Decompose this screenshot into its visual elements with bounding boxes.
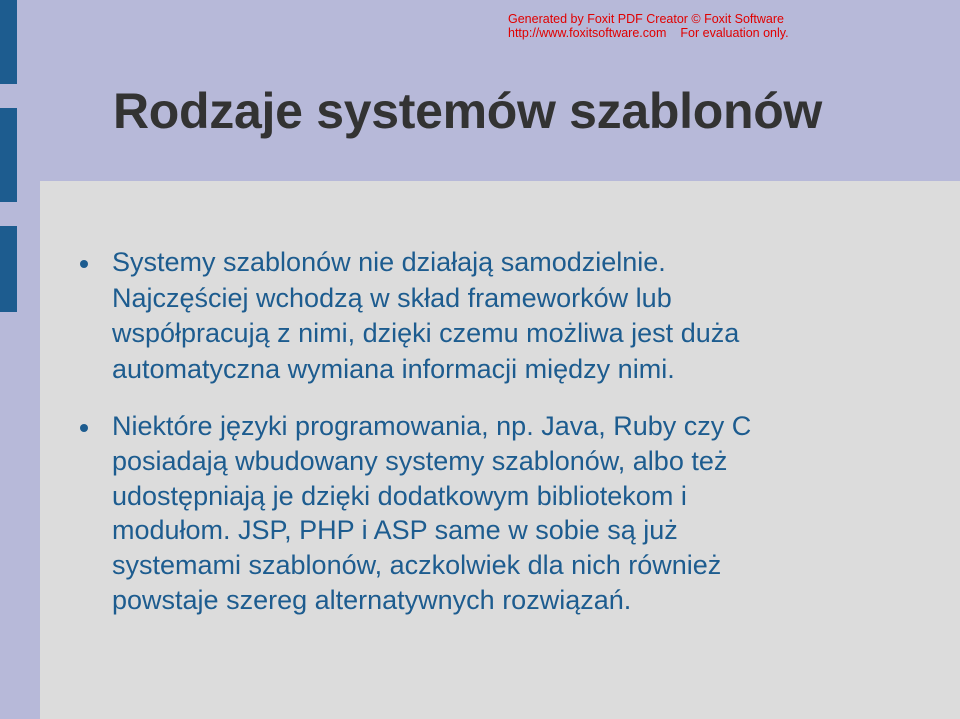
bullet-item (40, 409, 960, 618)
foxit-watermark (508, 12, 789, 40)
bullet-list (40, 245, 960, 618)
bullet-line: Najczęściej wchodzą w skład frameworków lub (112, 282, 672, 313)
watermark-url[interactable]: http://www.foxitsoftware.com (508, 26, 667, 40)
bullet-line: powstaje szereg alternatywnych rozwiązań. (112, 584, 632, 615)
bullet-line: automatyczna wymiana informacji między nimi. (112, 353, 675, 384)
bullet-line: posiadają wbudowany systemy szablonów, albo też (112, 445, 728, 476)
bullet-line: modułom. JSP, PHP i ASP same w sobie są już (112, 515, 678, 546)
bullet-dot-icon (80, 424, 88, 432)
side-accent-bar (0, 226, 17, 312)
slide-title: Rodzaje systemów szablonów (113, 83, 823, 139)
bullet-line: systemami szablonów, aczkolwiek dla nich również (112, 550, 722, 581)
watermark-note: For evaluation only. (680, 26, 789, 40)
watermark-row (508, 26, 789, 40)
bullet-line: współpracują z nimi, dzięki czemu możliwa jest duża (112, 318, 740, 348)
watermark-line: Generated by Foxit PDF Creator © Foxit Software (508, 12, 784, 26)
bullet-dot-icon (80, 260, 88, 268)
bullet-item (40, 245, 960, 387)
bullet-line: Niektóre języki programowania, np. Java, Ruby czy C (112, 411, 752, 441)
bullet-line: udostępniają je dzięki dodatkowym bibliotekom i (112, 480, 687, 511)
content-panel (40, 181, 960, 719)
bullet-line: Systemy szablonów nie działają samodzielnie. (112, 247, 666, 277)
side-accent-bar (0, 108, 17, 202)
side-accent-bar (0, 0, 17, 84)
